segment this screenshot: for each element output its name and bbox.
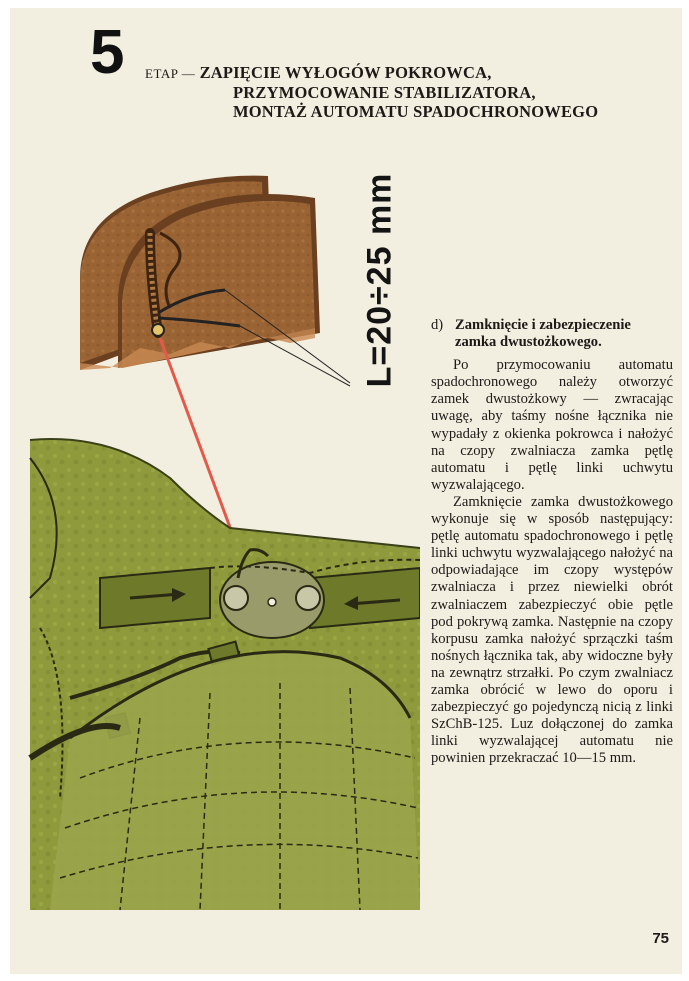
dimension-label (350, 158, 410, 403)
stage-number: 5 (90, 18, 125, 87)
paragraph: Po przymocowaniu automatu spadochronowego należy otworzyć zamek dwustożkowy — zwracając uwagę, aby taśmy nośne łącznika nie wypadały z okienka pokrowca i nałożyć na czopy zwalniacza zamka pętlę automatu i pętlę linki uchwytu wyzwalającego. (431, 357, 673, 493)
title-line-2: PRZYMOCOWANIE STABILIZATORA, (233, 83, 536, 102)
page-number: 75 (652, 930, 669, 947)
book-page (10, 8, 682, 974)
loop-length-text: L=20÷25 mm (360, 172, 399, 388)
section-title: Zamknięcie i zabezpieczenie zamka dwustożkowego. (455, 317, 631, 351)
section-heading (431, 317, 673, 351)
stage-word: ETAP — (145, 66, 196, 81)
section-letter: d) (431, 317, 444, 333)
title-line-1 (145, 63, 665, 83)
stage-title (145, 63, 665, 121)
instruction-text (431, 317, 673, 767)
title-line-1-text: ZAPIĘCIE WYŁOGÓW POKROWCA, (199, 63, 492, 82)
closing-flaps (80, 176, 320, 370)
title-line-3: MONTAŻ AUTOMATU SPADOCHRONOWEGO (233, 102, 599, 121)
paragraph: Zamknięcie zamka dwustożkowego wykonuje się w sposób następujący: pętlę automatu spadochronowego i pętlę linki uchwytu wyzwalającego nałożyć na odpowiadające im czopy występów zwalniacza i przez niewielki obrót zwalniaczem zabezpieczyć obie pętle pod pokrywą zamka. Następnie na czopy korpusu zamka nałożyć sprzączki taśm nośnych łącznika tak, aby widoczne były na zewnątrz strzałki. Po czym zwalniacz zamka obrócić w lewo do oporu i zabezpieczyć go pojedynczą nicią z linki SzChB-125. Luz dołączonej do zamka linki wyzwalającej automatu nie powinien przekraczać 10—15 mm. (431, 493, 673, 767)
